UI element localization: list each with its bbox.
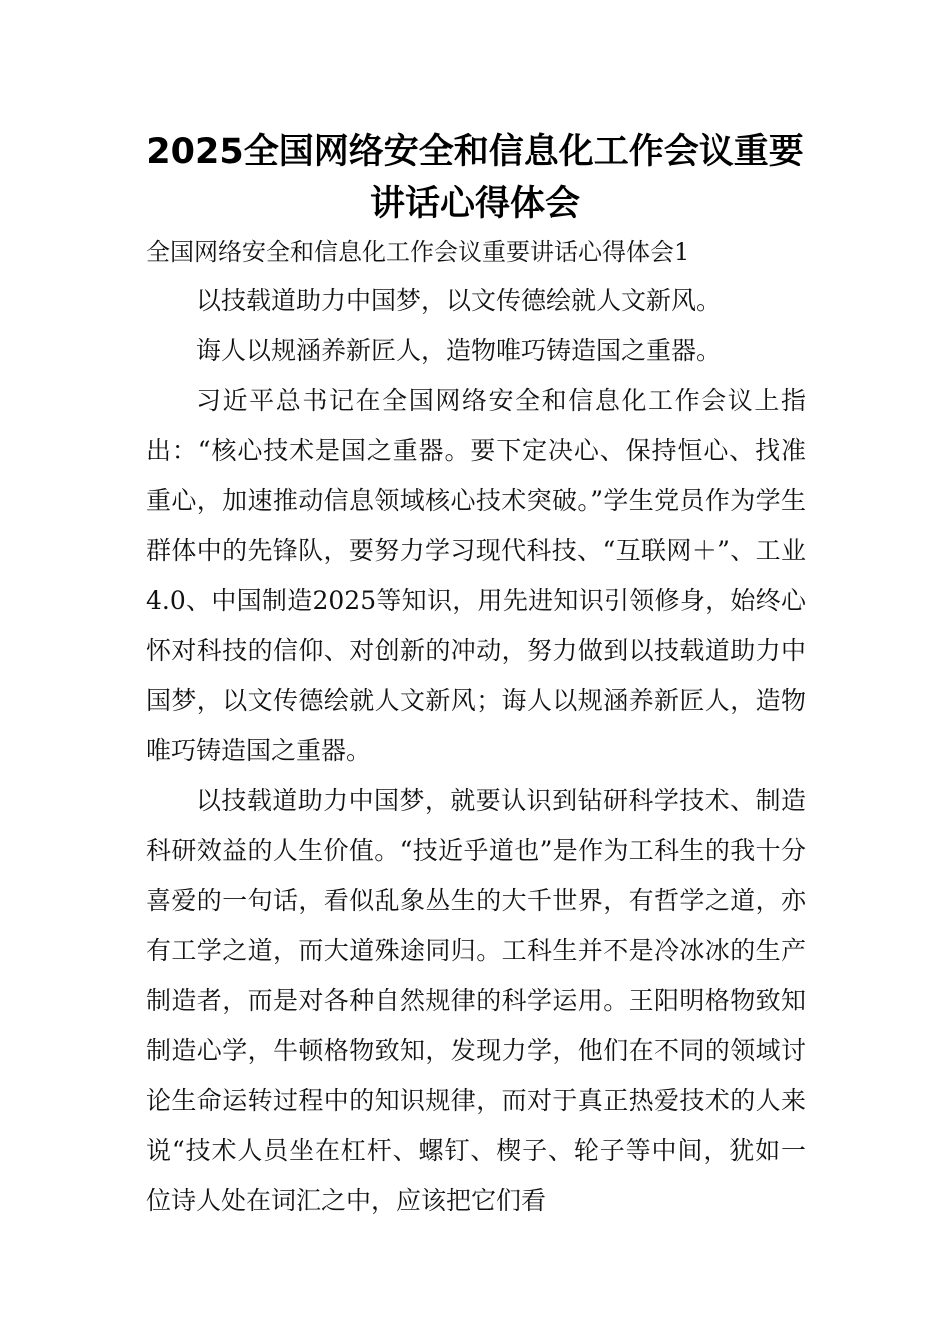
paragraph-block-3 xyxy=(146,376,806,776)
paragraph-block-2 xyxy=(146,326,806,376)
document-title-line-1: 2025全国网络安全和信息化工作会议重要 xyxy=(146,132,804,172)
paragraph-block-1 xyxy=(146,276,806,326)
paragraph: 诲人以规涵养新匠人，造物唯巧铸造国之重器。 xyxy=(196,336,722,365)
paragraph: 习近平总书记在全国网络安全和信息化工作会议上指出：“核心技术是国之重器。要下定决心、保持恒心、找准重心，加速推动信息领域核心技术突破。”学生党员作为学生群体中的先锋队，要努力学习现代科技、“互联网＋”、工业4.0、中国制造2025等知识，用先进知识引领修身，始终心怀对科技的信仰、对创新的冲动，努力做到以技载道助力中国梦，以文传德绘就人文新风；诲人以规涵养新匠人，造物唯巧铸造国之重器。 xyxy=(146,386,806,765)
document-subtitle: 全国网络安全和信息化工作会议重要讲话心得体会1 xyxy=(146,238,690,266)
paragraph: 以技载道助力中国梦，就要认识到钻研科学技术、制造科研效益的人生价值。“技近乎道也”是作为工科生的我十分喜爱的一句话，看似乱象丛生的大千世界，有哲学之道，亦有工学之道，而大道殊途同归。工科生并不是冷冰冰的生产制造者，而是对各种自然规律的科学运用。王阳明格物致知制造心学，牛顿格物致知，发现力学，他们在不同的领域讨论生命运转过程中的知识规律，而对于真正热爱技术的人来说“技术人员坐在杠杆、螺钉、楔子、轮子等中间，犹如一位诗人处在词汇之中，应该把它们看 xyxy=(146,786,806,1215)
document-title-line-2: 讲话心得体会 xyxy=(369,184,580,224)
paragraph: 以技载道助力中国梦，以文传德绘就人文新风。 xyxy=(196,286,722,315)
paragraph-block-4 xyxy=(146,776,806,1226)
